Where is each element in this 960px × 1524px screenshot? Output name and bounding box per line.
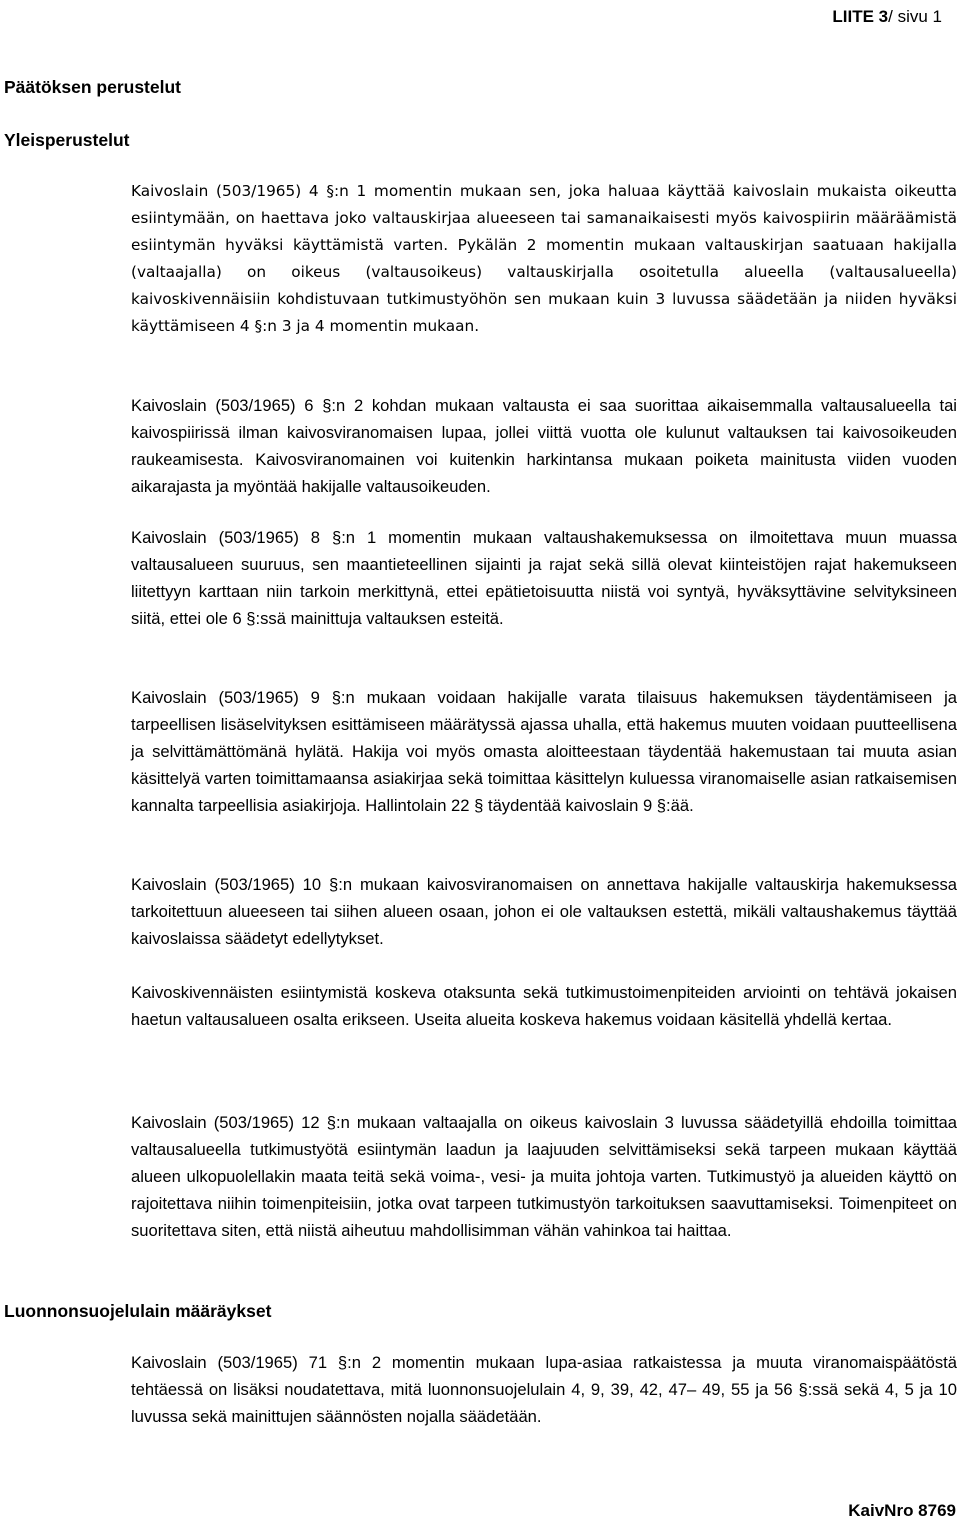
paragraph-general-2: Kaivoslain (503/1965) 6 §:n 2 kohdan mukaan valtausta ei saa suorittaa aikaisemmalla valtausalueella tai kaivospiirissä ilman kaivosviranomaisen lupaa, jollei viittä vuotta ole kulunut valtauksen tai kaivosoikeuden raukeamisesta. Kaivosviranomainen voi kuitenkin harkintansa mukaan poiketa mainitusta viiden vuoden aikarajasta ja myöntää hakijalle valtausoikeuden. (131, 396, 957, 496)
section-heading-nature: Luonnonsuojelulain määräykset (4, 1301, 272, 1321)
section-heading-general: Yleisperustelut (4, 130, 130, 150)
paragraph-general-1: Kaivoslain (503/1965) 4 §:n 1 momentin mukaan sen, joka haluaa käyttää kaivoslain mukaista oikeutta esiintymään, on haettava joko valtauskirjaa alueeseen tai samanaikaisesti myös kaivospiirin määräämistä esiintymän hyväksi käyttämistä varten. Pykälän 2 momentin mukaan valtauskirjan saatuaan hakijalla (valtaajalla) on oikeus (valtausoikeus) valtauskirjalla osoitetulla alueella (valtausalueella) kaivoskivennäisiin kohdistuvaan tutkimustyöhön sen mukaan kuin 3 luvussa säädetään ja niiden hyväksi käyttämiseen 4 §:n 3 ja 4 momentin mukaan. (131, 182, 957, 335)
paragraph-general-6: Kaivoskivennäisten esiintymistä koskeva otaksunta sekä tutkimustoimenpiteiden arviointi on tehtävä jokaisen haetun valtausalueen osalta erikseen. Useita alueita koskeva hakemus voidaan käsitellä yhdellä kertaa. (131, 983, 957, 1029)
main-heading: Päätöksen perustelut (4, 77, 181, 97)
page-header (832, 6, 942, 28)
paragraph-general-5: Kaivoslain (503/1965) 10 §:n mukaan kaivosviranomaisen on annettava hakijalle valtauskirja hakemuksessa tarkoitettuun alueeseen tai siihen alueen osaan, johon ei ole valtauksen estettä, mikäli valtaushakemus täyttää kaivoslaissa säädetyt edellytykset. (131, 875, 957, 948)
paragraph-general-7: Kaivoslain (503/1965) 12 §:n mukaan valtaajalla on oikeus kaivoslain 3 luvussa säädetyillä ehdoilla toimittaa valtausalueella tutkimustyötä esiintymän laadun ja laajuuden selvittämiseksi sekä tarpeen mukaan käyttää alueen ulkopuolellakin maata teitä sekä voima-, vesi- ja muita johtoja varten. Tutkimustyö ja alueiden käyttö on rajoitettava niihin toimenpiteisiin, jotka ovat tarpeen tutkimustyön tarkoituksen saavuttamiseksi. Toimenpiteet on suoritettava siten, että niistä aiheutuu mahdollisimman vähän vahinkoa tai haittaa. (131, 1113, 957, 1240)
paragraph-nature-1: Kaivoslain (503/1965) 71 §:n 2 momentin mukaan lupa-asiaa ratkaistessa ja muuta viranomaispäätöstä tehtäessä on lisäksi noudatettava, mitä luonnonsuojelulain 4, 9, 39, 42, 47– 49, 55 ja 56 §:ssä sekä 4, 5 ja 10 luvussa sekä mainittujen säännösten nojalla säädetään. (131, 1353, 957, 1426)
attachment-label: LIITE 3 (832, 7, 889, 26)
paragraph-general-4: Kaivoslain (503/1965) 9 §:n mukaan voidaan hakijalle varata tilaisuus hakemuksen täydentämiseen ja tarpeellisen lisäselvityksen esittämiseen määrätyssä ajassa uhalla, että hakemus muuten voidaan puutteellisena ja selvittämättömänä hylätä. Hakija voi myös omasta aloitteestaan täydentää hakemustaan tai muuta asian käsittelyä varten toimittamaansa asiakirjaa sekä toimittaa käsittelyn kuluessa viranomaiselle asian ratkaisemisen kannalta tarpeellisia asiakirjoja. Hallintolain 22 § täydentää kaivoslain 9 §:ää. (131, 688, 957, 815)
page-number-label: / sivu 1 (888, 7, 942, 26)
document-reference: KaivNro 8769 (848, 1501, 956, 1520)
paragraph-general-3: Kaivoslain (503/1965) 8 §:n 1 momentin mukaan valtaushakemuksessa on ilmoitettava muun muassa valtausalueen suuruus, sen maantieteellinen sijainti ja rajat sekä sillä olevat kiinteistöjen rajat hakemukseen liitettyyn karttaan niin tarkoin merkittynä, ettei epätietoisuutta niistä voi syntyä, hyväksyttävine selvityksineen siitä, ettei ole 6 §:ssä mainittuja valtauksen esteitä. (131, 528, 957, 628)
